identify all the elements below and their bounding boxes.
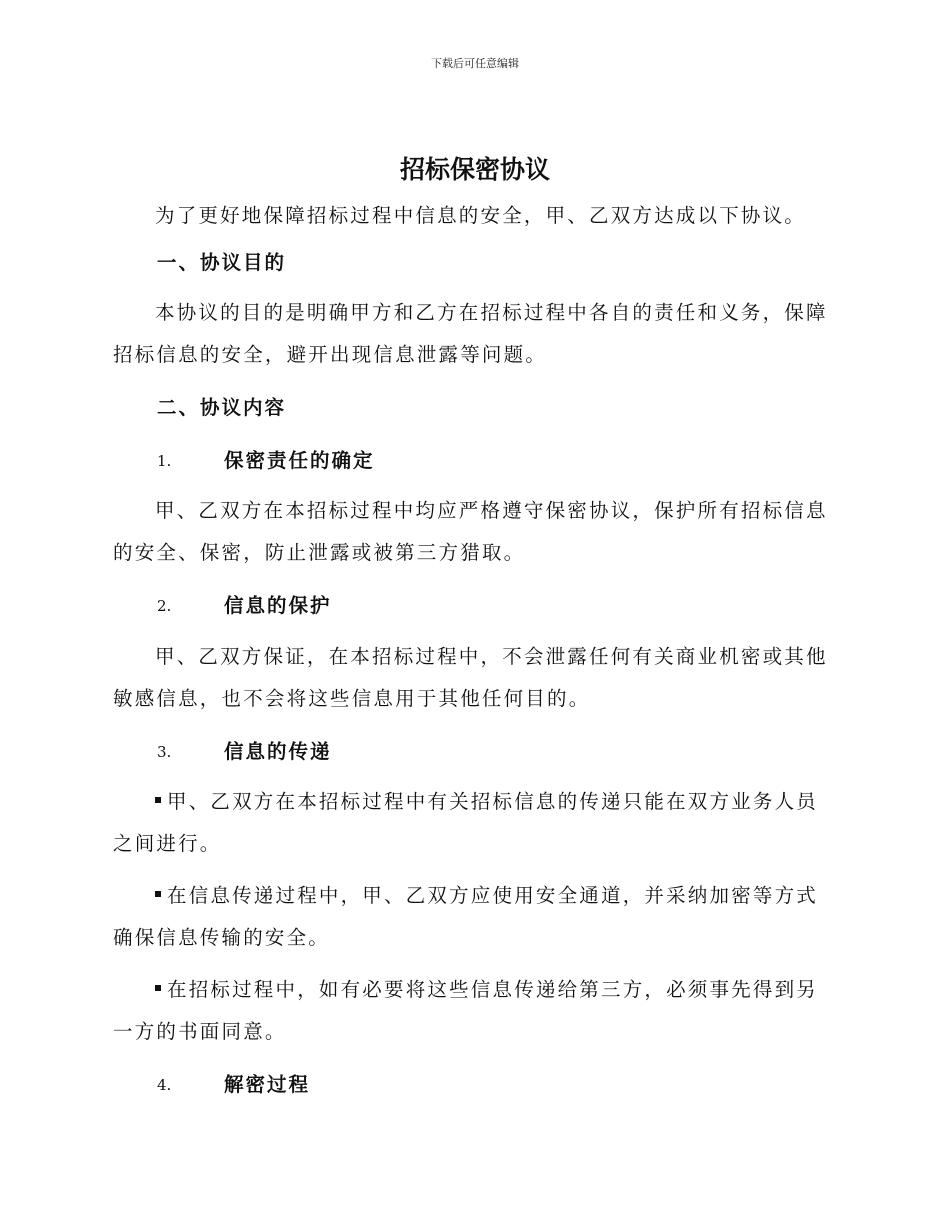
bullet-icon [155, 891, 161, 897]
bullet-text: 在招标过程中，如有必要将这些信息传递给第三方，必须事先得到另一方的书面同意。 [113, 978, 819, 1043]
document-title: 招标保密协议 [399, 155, 550, 184]
bullet-icon [155, 797, 161, 803]
item-label: 信息的保护 [224, 594, 332, 617]
item-number: 1. [157, 452, 172, 470]
item-1-paragraph: 甲、乙双方在本招标过程中均应严格遵守保密协议，保护所有招标信息的安全、保密，防止泄露或被第三方猎取。 [113, 499, 828, 564]
item-number: 2. [157, 597, 172, 615]
header-note: 下载后可任意编辑 [431, 57, 519, 70]
bullet-icon [155, 985, 161, 991]
item-number: 3. [157, 743, 172, 761]
item-label: 信息的传递 [224, 740, 332, 763]
bullet-text: 在信息传递过程中，甲、乙双方应使用安全通道，并采纳加密等方式确保信息传输的安全。 [113, 884, 819, 949]
bullet-paragraph-3 [113, 969, 833, 1053]
bullet-paragraph-2 [113, 875, 833, 959]
bullet-text: 甲、乙双方在本招标过程中有关招标信息的传递只能在双方业务人员之间进行。 [113, 790, 819, 855]
item-number: 4. [157, 1076, 172, 1094]
section-heading-content: 二、协议内容 [157, 396, 287, 419]
section-heading-purpose: 一、协议目的 [157, 251, 287, 274]
bullet-paragraph-1 [113, 781, 833, 865]
item-label: 保密责任的确定 [224, 449, 375, 472]
purpose-paragraph: 本协议的目的是明确甲方和乙方在招标过程中各自的责任和义务，保障招标信息的安全，避开出现信息泄露等问题。 [113, 301, 828, 366]
item-label: 解密过程 [224, 1073, 311, 1096]
item-2-paragraph: 甲、乙双方保证，在本招标过程中，不会泄露任何有关商业机密或其他敏感信息，也不会将这些信息用于其他任何目的。 [113, 645, 828, 710]
intro-paragraph: 为了更好地保障招标过程中信息的安全，甲、乙双方达成以下协议。 [155, 204, 807, 227]
